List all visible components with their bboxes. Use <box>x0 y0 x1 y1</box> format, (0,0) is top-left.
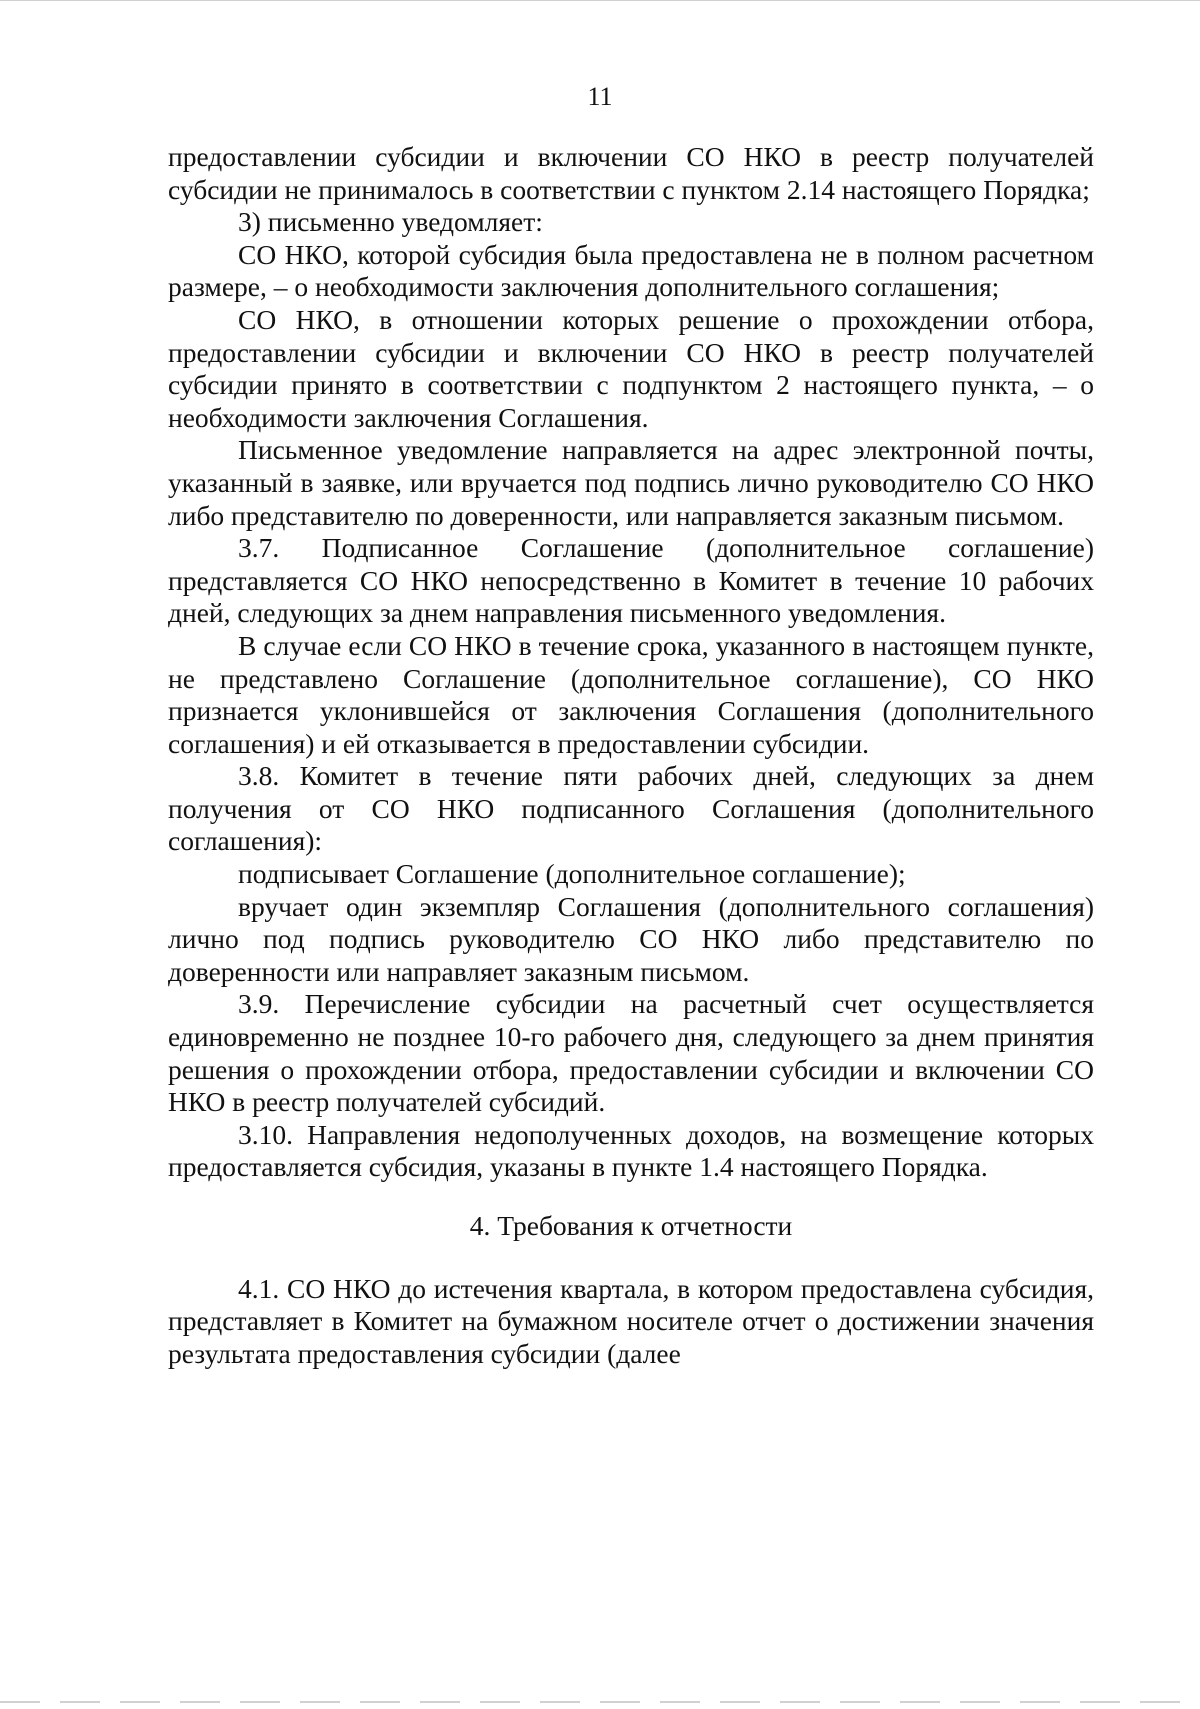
paragraph: 3.7. Подписанное Соглашение (дополнительное соглашение) представляется СО НКО непосредственно в Комитет в течение 10 рабочих дней, следующих за днем направления письменного уведомления. <box>168 532 1094 629</box>
paragraphs-before-heading <box>168 141 1094 1184</box>
section-heading: 4. Требования к отчетности <box>469 1210 793 1241</box>
paragraph: 3.9. Перечисление субсидии на расчетный счет осуществляется единовременно не позднее 10-го рабочего дня, следующего за днем принятия решения о прохождении отбора, предоставлении субсидии и включении СО НКО в реестр получателей субсидий. <box>168 988 1094 1118</box>
paragraph: предоставлении субсидии и включении СО НКО в реестр получателей субсидии не принималось в соответствии с пунктом 2.14 настоящего Порядка; <box>168 141 1094 205</box>
paragraph: 3.10. Направления недополученных доходов, на возмещение которых предоставляется субсидия, указаны в пункте 1.4 настоящего Порядка. <box>168 1118 1094 1183</box>
paragraph: СО НКО, в отношении которых решение о прохождении отбора, предоставлении субсидии и включении СО НКО в реестр получателей субсидии принято в соответствии с подпунктом 2 настоящего пункта, – о необходимости заключения Соглашения. <box>168 303 1094 433</box>
paragraph: Письменное уведомление направляется на адрес электронной почты, указанный в заявке, или вручается под подпись лично руководителю СО НКО либо представителю по доверенности, или направляется заказным письмом. <box>168 434 1094 531</box>
paragraph: подписывает Соглашение (дополнительное соглашение); <box>238 858 906 890</box>
paragraph: В случае если СО НКО в течение срока, указанного в настоящем пункте, не представлено Соглашение (дополнительное соглашение), СО НКО признается уклонившейся от заключения Соглашения (дополнительного соглашения) и ей отказывается в предоставлении субсидии. <box>168 629 1094 759</box>
page-number: 11 <box>587 82 613 111</box>
paragraph: 4.1. СО НКО до истечения квартала, в котором предоставлена субсидия, представляет в Комитет на бумажном носителе отчет о достижении значения результата предоставления субсидии (далее <box>168 1272 1094 1369</box>
paragraph: вручает один экземпляр Соглашения (дополнительного соглашения) лично под подпись руководителю СО НКО либо представителю по доверенности или направляет заказным письмом. <box>168 890 1094 987</box>
paragraph: СО НКО, которой субсидия была предоставлена не в полном расчетном размере, – о необходимости заключения дополнительного соглашения; <box>168 238 1094 303</box>
paragraph: 3) письменно уведомляет: <box>238 206 543 238</box>
paragraphs-after-heading <box>168 1273 1094 1371</box>
paragraph: 3.8. Комитет в течение пяти рабочих дней, следующих за днем получения от СО НКО подписанного Соглашения (дополнительного соглашения): <box>168 760 1094 857</box>
scan-bottom-edge <box>0 1701 1200 1703</box>
document-body <box>168 141 1094 1370</box>
